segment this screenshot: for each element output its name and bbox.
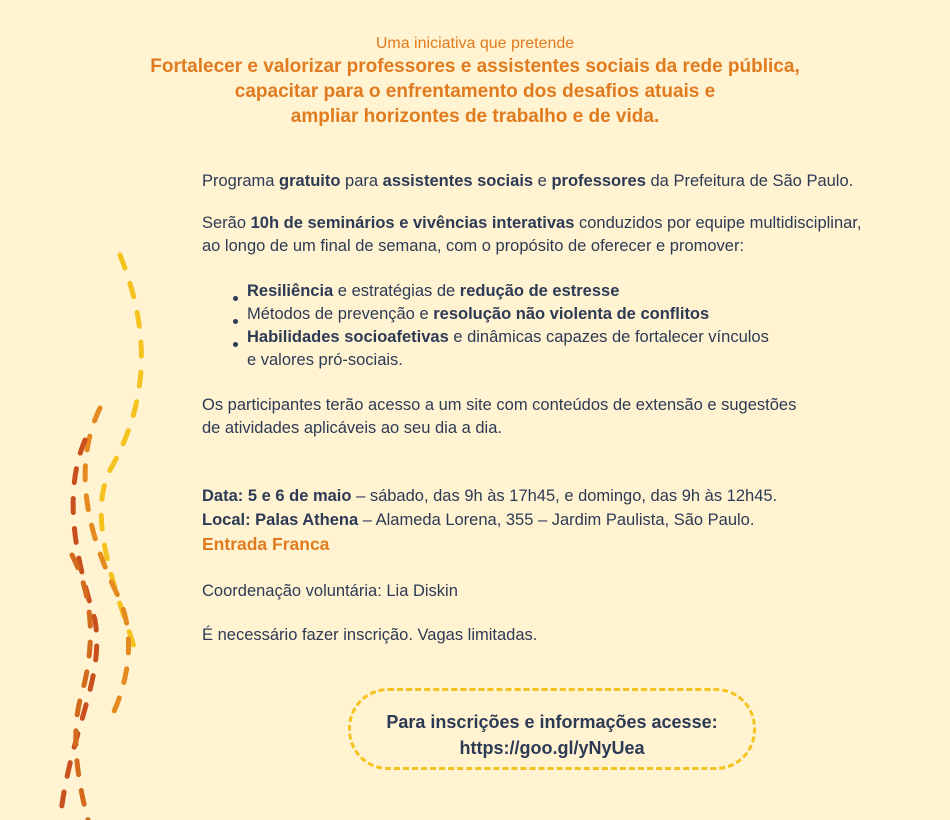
header-line-1: Fortalecer e valorizar professores e assistentes sociais da rede pública, — [150, 56, 800, 77]
event-details — [202, 484, 922, 556]
intro-bold: professores — [551, 172, 646, 190]
extension-paragraph — [202, 394, 922, 440]
bullet-bold: redução de estresse — [459, 282, 620, 300]
intro-paragraph — [202, 170, 922, 193]
bullet-text: e valores pró-sociais. — [247, 351, 403, 369]
bullet-bold: Resiliência — [247, 282, 334, 300]
benefits-list — [247, 280, 907, 372]
location-label: Local: Palas Athena — [202, 511, 359, 529]
header-line-3: ampliar horizontes de trabalho e de vida. — [290, 106, 660, 127]
date-label: Data: 5 e 6 de maio — [202, 487, 352, 505]
seminar-text: conduzidos por equipe multidisciplinar, — [574, 214, 862, 232]
seminar-text: Serão — [202, 214, 251, 232]
seminar-paragraph — [202, 212, 922, 258]
cta-text: Para inscrições e informações acesse: — [386, 712, 718, 732]
seminar-bold: 10h de seminários e vivências interativas — [250, 214, 575, 232]
intro-text: da Prefeitura de São Paulo. — [645, 172, 854, 190]
event-location — [202, 508, 922, 532]
intro-bold: assistentes sociais — [382, 172, 534, 190]
registration-note: É necessário fazer inscrição. Vagas limitadas. — [202, 626, 538, 644]
intro-text: Programa — [202, 172, 280, 190]
list-item — [247, 326, 907, 372]
date-text: – sábado, das 9h às 17h45, e domingo, das 9h às 12h45. — [351, 487, 778, 505]
intro-text: e — [533, 172, 552, 190]
list-item — [247, 280, 907, 303]
registration-cta-box — [348, 688, 756, 770]
header-pretitle: Uma iniciativa que pretende — [375, 35, 575, 52]
list-item — [247, 303, 907, 326]
extension-text: Os participantes terão acesso a um site com conteúdos de extensão e sugestões — [202, 396, 797, 414]
bullet-bold: resolução não violenta de conflitos — [433, 305, 710, 323]
registration-link[interactable]: https://goo.gl/yNyUea — [459, 738, 645, 758]
intro-bold: gratuito — [279, 172, 341, 190]
bullet-bold: Habilidades socioafetivas — [247, 328, 449, 346]
free-entry-label: Entrada Franca — [202, 534, 330, 554]
bullet-text: e estratégias de — [333, 282, 460, 300]
intro-text: para — [340, 172, 383, 190]
bullet-text: Métodos de prevenção e — [247, 305, 434, 323]
event-date — [202, 484, 922, 508]
seminar-text: ao longo de um final de semana, com o propósito de oferecer e promover: — [202, 237, 745, 255]
extension-text: de atividades aplicáveis ao seu dia a dia. — [202, 419, 502, 437]
coordination-text: Coordenação voluntária: Lia Diskin — [202, 582, 458, 600]
location-text: – Alameda Lorena, 355 – Jardim Paulista, São Paulo. — [358, 511, 755, 529]
header-line-2: capacitar para o enfrentamento dos desafios atuais e — [234, 81, 716, 102]
bullet-text: e dinâmicas capazes de fortalecer vínculos — [448, 328, 769, 346]
header — [0, 34, 950, 129]
